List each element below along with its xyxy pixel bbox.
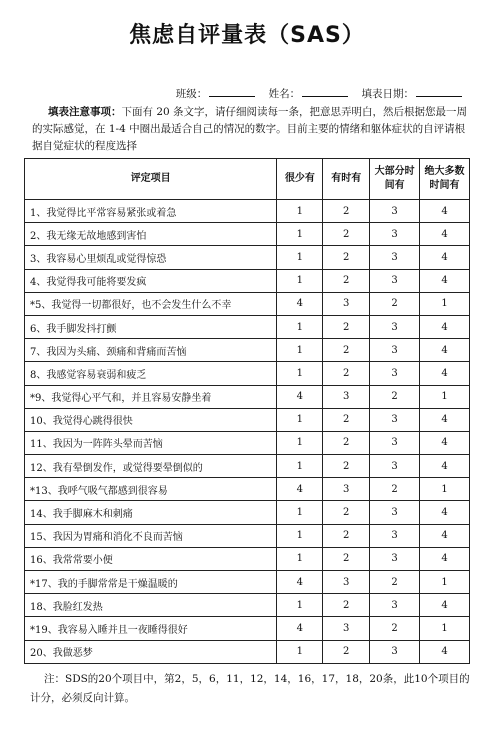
- score-option[interactable]: 4: [420, 455, 470, 478]
- score-option[interactable]: 2: [323, 594, 370, 617]
- score-option[interactable]: 1: [277, 246, 323, 269]
- item-text: *5、我觉得一切都很好，也不会发生什么不幸: [25, 292, 277, 315]
- item-text: *17、我的手脚常常是干燥温暖的: [25, 571, 277, 594]
- table-row: [25, 200, 470, 223]
- table-row: [25, 501, 470, 524]
- score-option[interactable]: 1: [277, 200, 323, 223]
- score-option[interactable]: 4: [420, 594, 470, 617]
- score-option[interactable]: 3: [323, 385, 370, 408]
- score-option[interactable]: 2: [323, 246, 370, 269]
- header-rarely: 很少有: [277, 159, 323, 200]
- score-option[interactable]: 1: [420, 617, 470, 640]
- score-option[interactable]: 4: [277, 385, 323, 408]
- score-option[interactable]: 3: [370, 246, 420, 269]
- score-option[interactable]: 2: [323, 431, 370, 454]
- score-option[interactable]: 2: [323, 455, 370, 478]
- score-option[interactable]: 4: [420, 431, 470, 454]
- table-row: [25, 408, 470, 431]
- score-option[interactable]: 3: [370, 269, 420, 292]
- table-row: [25, 315, 470, 338]
- score-option[interactable]: 3: [370, 200, 420, 223]
- form-fields: [0, 86, 470, 101]
- score-option[interactable]: 1: [277, 431, 323, 454]
- date-field[interactable]: [416, 87, 462, 97]
- score-option[interactable]: 4: [277, 478, 323, 501]
- table-row: [25, 246, 470, 269]
- item-text: *19、我容易入睡并且一夜睡得很好: [25, 617, 277, 640]
- score-option[interactable]: 1: [277, 640, 323, 663]
- score-option[interactable]: 1: [277, 362, 323, 385]
- score-option[interactable]: 4: [420, 315, 470, 338]
- score-option[interactable]: 4: [420, 269, 470, 292]
- score-option[interactable]: 3: [370, 362, 420, 385]
- table-row: [25, 547, 470, 570]
- item-text: 6、我手脚发抖打颤: [25, 315, 277, 338]
- item-text: 20、我做恶梦: [25, 640, 277, 663]
- score-option[interactable]: 2: [323, 362, 370, 385]
- score-option[interactable]: 1: [277, 524, 323, 547]
- instructions-heading: 填表注意事项：: [48, 106, 122, 118]
- item-text: 18、我脸红发热: [25, 594, 277, 617]
- table-row: [25, 455, 470, 478]
- item-text: 12、我有晕倒发作，或觉得要晕倒似的: [25, 455, 277, 478]
- name-field[interactable]: [302, 87, 348, 97]
- header-item: 评定项目: [25, 159, 277, 200]
- score-option[interactable]: 2: [323, 315, 370, 338]
- table-row: [25, 269, 470, 292]
- score-option[interactable]: 3: [370, 455, 420, 478]
- item-text: 4、我觉得我可能将要发疯: [25, 269, 277, 292]
- item-text: 1、我觉得比平常容易紧张或着急: [25, 200, 277, 223]
- score-option[interactable]: 2: [323, 640, 370, 663]
- name-label: 姓名：: [268, 88, 301, 100]
- score-option[interactable]: 1: [277, 455, 323, 478]
- score-option[interactable]: 4: [420, 200, 470, 223]
- score-option[interactable]: 4: [420, 223, 470, 246]
- score-option[interactable]: 3: [323, 617, 370, 640]
- score-option[interactable]: 2: [370, 617, 420, 640]
- footnote: 注：SDS的20个项目中，第2，5，6，11，12，14，16，17，18，20条，此10个项目的计分，必须反向计算。: [30, 673, 470, 704]
- score-option[interactable]: 1: [277, 594, 323, 617]
- score-option[interactable]: 3: [323, 292, 370, 315]
- instructions: [32, 104, 468, 155]
- header-almost-always: 绝大多数时间有: [420, 159, 470, 200]
- table-row: [25, 594, 470, 617]
- score-option[interactable]: 4: [420, 362, 470, 385]
- score-option[interactable]: 1: [277, 547, 323, 570]
- page-title: 焦虑自评量表（SAS）: [129, 23, 365, 48]
- score-option[interactable]: 1: [277, 408, 323, 431]
- item-text: 8、我感觉容易衰弱和疲乏: [25, 362, 277, 385]
- score-option[interactable]: 3: [370, 315, 420, 338]
- table-row: [25, 292, 470, 315]
- score-option[interactable]: 3: [370, 640, 420, 663]
- score-option[interactable]: 2: [323, 200, 370, 223]
- score-option[interactable]: 3: [370, 408, 420, 431]
- item-text: *13、我呼气吸气都感到很容易: [25, 478, 277, 501]
- score-option[interactable]: 2: [370, 478, 420, 501]
- table-row: [25, 431, 470, 454]
- score-option[interactable]: 4: [420, 640, 470, 663]
- score-option[interactable]: 1: [277, 269, 323, 292]
- table-row: [25, 640, 470, 663]
- score-option[interactable]: 2: [323, 524, 370, 547]
- table-row: [25, 478, 470, 501]
- score-option[interactable]: 2: [323, 547, 370, 570]
- score-option[interactable]: 4: [277, 571, 323, 594]
- item-text: 10、我觉得心跳得很快: [25, 408, 277, 431]
- table-row: [25, 362, 470, 385]
- score-option[interactable]: 1: [420, 478, 470, 501]
- score-option[interactable]: 1: [420, 571, 470, 594]
- score-option[interactable]: 3: [370, 223, 420, 246]
- score-option[interactable]: 2: [370, 292, 420, 315]
- score-option[interactable]: 2: [323, 339, 370, 362]
- score-option[interactable]: 3: [370, 547, 420, 570]
- score-option[interactable]: 1: [277, 223, 323, 246]
- score-option[interactable]: 2: [323, 269, 370, 292]
- score-option[interactable]: 3: [370, 501, 420, 524]
- header-most-time: 大部分时间有: [370, 159, 420, 200]
- score-option[interactable]: 4: [277, 617, 323, 640]
- class-label: 班级：: [175, 88, 208, 100]
- item-text: 16、我常常要小便: [25, 547, 277, 570]
- table-row: [25, 385, 470, 408]
- table-header-row: [25, 159, 470, 200]
- score-option[interactable]: 3: [370, 524, 420, 547]
- score-option[interactable]: 3: [370, 431, 420, 454]
- item-text: 15、我因为胃痛和消化不良而苦恼: [25, 524, 277, 547]
- table-row: [25, 524, 470, 547]
- score-option[interactable]: 4: [420, 501, 470, 524]
- score-option[interactable]: 2: [370, 385, 420, 408]
- item-text: 14、我手脚麻木和刺痛: [25, 501, 277, 524]
- rating-table: [24, 158, 470, 664]
- item-text: 3、我容易心里烦乱或觉得惊恐: [25, 246, 277, 269]
- score-option[interactable]: 1: [277, 501, 323, 524]
- score-option[interactable]: 4: [420, 547, 470, 570]
- score-option[interactable]: 1: [420, 292, 470, 315]
- instructions-text: 下面有 20 条文字，请仔细阅读每一条，把意思弄明白，然后根据您最一周的实际感觉，在 1-4 中圈出最适合自己的情况的数字。目前主要的情绪和躯体症状的自评请根据自觉症状的程度选择: [32, 106, 468, 152]
- score-option[interactable]: 2: [323, 408, 370, 431]
- score-option[interactable]: 4: [420, 339, 470, 362]
- item-text: 7、我因为头痛、颈痛和背痛而苦恼: [25, 339, 277, 362]
- score-option[interactable]: 4: [277, 292, 323, 315]
- score-option[interactable]: 3: [323, 478, 370, 501]
- score-option[interactable]: 2: [370, 571, 420, 594]
- class-field[interactable]: [209, 87, 255, 97]
- item-text: 11、我因为一阵阵头晕而苦恼: [25, 431, 277, 454]
- score-option[interactable]: 3: [323, 571, 370, 594]
- date-label: 填表日期：: [361, 88, 414, 100]
- header-sometimes: 有时有: [323, 159, 370, 200]
- item-text: *9、我觉得心平气和，并且容易安静坐着: [25, 385, 277, 408]
- score-option[interactable]: 1: [277, 339, 323, 362]
- score-option[interactable]: 3: [370, 594, 420, 617]
- score-option[interactable]: 3: [370, 339, 420, 362]
- table-row: [25, 571, 470, 594]
- score-option[interactable]: 4: [420, 524, 470, 547]
- score-option[interactable]: 1: [420, 385, 470, 408]
- score-option[interactable]: 2: [323, 223, 370, 246]
- item-text: 2、我无缘无故地感到害怕: [25, 223, 277, 246]
- table-row: [25, 223, 470, 246]
- table-row: [25, 339, 470, 362]
- score-option[interactable]: 1: [277, 315, 323, 338]
- score-option[interactable]: 4: [420, 246, 470, 269]
- table-body: [25, 200, 470, 664]
- score-option[interactable]: 2: [323, 501, 370, 524]
- score-option[interactable]: 4: [420, 408, 470, 431]
- table-row: [25, 617, 470, 640]
